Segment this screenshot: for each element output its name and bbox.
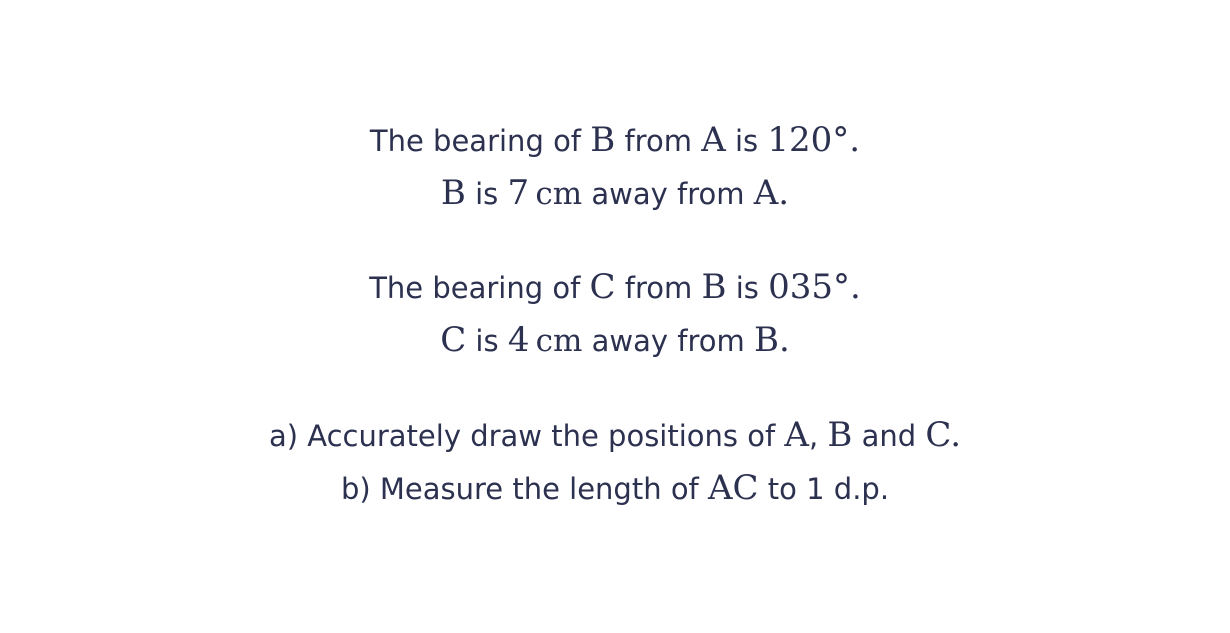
- question-a: [0, 409, 1230, 462]
- text: is: [726, 271, 769, 305]
- text: b) Measure the length of: [340, 472, 708, 506]
- text: is: [465, 177, 508, 211]
- text: ,: [808, 419, 828, 453]
- math-bearing: 120°: [767, 120, 850, 160]
- text: is: [725, 124, 768, 158]
- text: from: [615, 124, 702, 158]
- math-segment: AC: [707, 468, 759, 508]
- math-point: A: [784, 415, 809, 455]
- math-point: B: [754, 320, 779, 360]
- distance-b-from-a: [0, 167, 1230, 220]
- text: .: [950, 415, 962, 455]
- math-point: B: [701, 267, 727, 307]
- math-point: B: [590, 120, 616, 160]
- statement-ab: [0, 114, 1230, 220]
- math-point: A: [753, 173, 779, 213]
- question-b: [0, 462, 1230, 515]
- text: .: [849, 120, 861, 160]
- text: The bearing of: [369, 124, 591, 158]
- text: a) Accurately draw the positions of: [268, 419, 785, 453]
- text: to 1 d.p.: [758, 472, 890, 506]
- text: and: [852, 419, 926, 453]
- math-unit: [529, 176, 582, 212]
- text: from: [615, 271, 702, 305]
- math-point: C: [589, 267, 616, 307]
- distance-c-from-b: [0, 314, 1230, 367]
- bearing-b-from-a: [0, 114, 1230, 167]
- math-point: C: [925, 415, 951, 455]
- text: away from: [582, 324, 754, 358]
- math-unit: [529, 323, 582, 359]
- statement-bc: [0, 261, 1230, 367]
- text: The bearing of: [369, 271, 590, 305]
- text: away from: [582, 177, 754, 211]
- unit-text: cm: [535, 176, 583, 212]
- text: is: [466, 324, 508, 358]
- text: .: [778, 173, 790, 213]
- unit-text: cm: [535, 323, 583, 359]
- questions: [0, 409, 1230, 515]
- math-point: B: [827, 415, 853, 455]
- math-distance: 4: [507, 320, 530, 360]
- math-bearing: 035°: [768, 267, 850, 307]
- math-distance: 7: [507, 173, 530, 213]
- math-point: A: [701, 120, 726, 160]
- text: .: [850, 267, 861, 307]
- bearing-c-from-b: [0, 261, 1230, 314]
- math-point: C: [440, 320, 467, 360]
- math-point: B: [440, 173, 466, 213]
- text: .: [779, 320, 790, 360]
